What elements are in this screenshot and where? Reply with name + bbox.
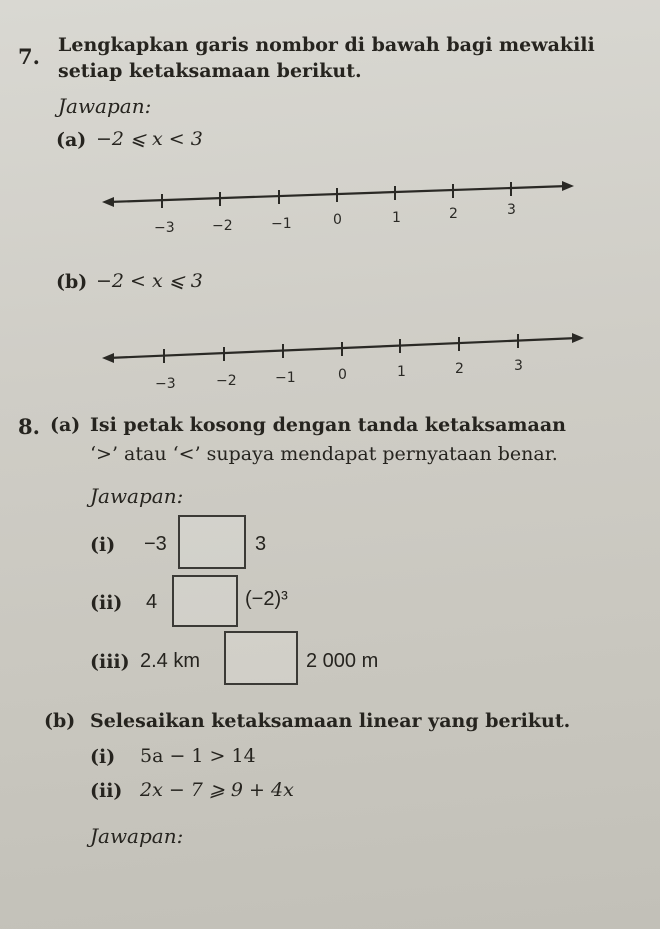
arrow-right-icon xyxy=(562,181,574,191)
tick-label-a-3: 0 xyxy=(333,212,342,228)
q8a-iii-left: 2.4 km xyxy=(140,650,201,672)
q8b-i-expr: 5a − 1 > 14 xyxy=(140,745,256,767)
ticks-b xyxy=(164,334,518,363)
q8a-ii-left: 4 xyxy=(146,591,158,613)
tick-label-b-4: 1 xyxy=(397,364,406,380)
q8a-iii-right: 2 000 m xyxy=(306,650,379,672)
q8a-line-2: ‘>’ atau ‘<’ supaya mendapat pernyataan benar. xyxy=(90,443,558,465)
q8a-line-1: Isi petak kosong dengan tanda ketaksamaan xyxy=(90,414,566,436)
answer-box-iii[interactable] xyxy=(224,631,298,685)
tick-label-a-2: −1 xyxy=(271,216,292,232)
question-8-number: 8. xyxy=(18,414,40,439)
tick-label-b-1: −2 xyxy=(216,373,237,389)
q8a-label: (a) xyxy=(50,414,81,436)
tick-label-b-3: 0 xyxy=(338,367,347,383)
number-line-a[interactable] xyxy=(100,170,580,240)
q8b-ii-label: (ii) xyxy=(90,780,123,802)
ticks-a xyxy=(162,182,511,208)
q8b-label: (b) xyxy=(44,710,76,732)
question-7-line-2: setiap ketaksamaan berikut. xyxy=(58,60,362,82)
question-7-line-1: Lengkapkan garis nombor di bawah bagi mewakili xyxy=(58,34,595,56)
arrow-right-icon xyxy=(572,333,584,343)
q8a-iii-label: (iii) xyxy=(90,651,130,673)
q7b-inequality: −2 < x ⩽ 3 xyxy=(96,270,203,292)
q7a-inequality: −2 ⩽ x < 3 xyxy=(96,128,203,150)
q7-jawapan-label: Jawapan: xyxy=(58,94,152,118)
q7a-label: (a) xyxy=(56,129,87,151)
tick-label-a-6: 3 xyxy=(507,202,516,218)
question-7-number: 7. xyxy=(18,44,40,69)
q8a-i-right: 3 xyxy=(255,533,267,555)
tick-label-b-2: −1 xyxy=(275,370,296,386)
q8b-text: Selesaikan ketaksamaan linear yang berikut. xyxy=(90,710,571,732)
q8a-i-left: −3 xyxy=(144,533,167,555)
arrow-left-icon xyxy=(102,197,114,207)
q8-jawapan-label: Jawapan: xyxy=(90,484,184,508)
q8b-i-label: (i) xyxy=(90,746,116,768)
q8b-jawapan-label: Jawapan: xyxy=(90,824,184,848)
q7b-label: (b) xyxy=(56,271,88,293)
tick-label-a-4: 1 xyxy=(392,210,401,226)
tick-label-b-6: 3 xyxy=(514,358,523,374)
q8a-i-label: (i) xyxy=(90,534,116,556)
q8b-ii-expr: 2x − 7 ⩾ 9 + 4x xyxy=(140,779,294,801)
number-line-b[interactable] xyxy=(100,322,590,394)
tick-label-a-0: −3 xyxy=(154,220,175,236)
q8a-ii-right: (−2)³ xyxy=(245,588,288,610)
tick-label-a-5: 2 xyxy=(449,206,458,222)
answer-box-i[interactable] xyxy=(178,515,246,569)
tick-label-b-0: −3 xyxy=(155,376,176,392)
answer-box-ii[interactable] xyxy=(172,575,238,627)
tick-label-a-1: −2 xyxy=(212,218,233,234)
q8a-ii-label: (ii) xyxy=(90,592,123,614)
arrow-left-icon xyxy=(102,353,114,363)
tick-label-b-5: 2 xyxy=(455,361,464,377)
